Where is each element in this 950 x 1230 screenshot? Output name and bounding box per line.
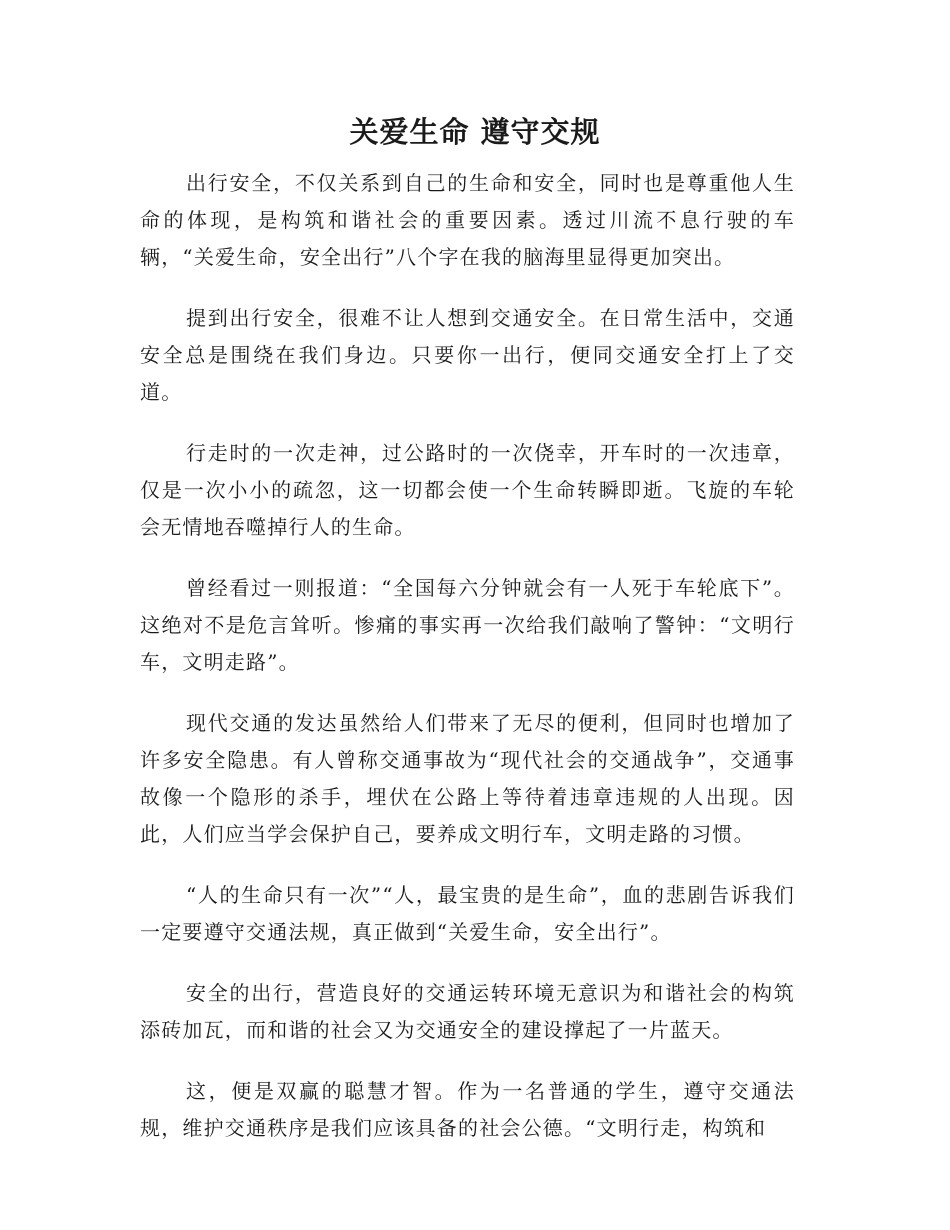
document-title: 关爱生命 遵守交规 (349, 115, 601, 149)
document-body (140, 165, 795, 1171)
paragraph: 曾经看过一则报道：“全国每六分钟就会有一人死于车轮底下”。这绝对不是危言耸听。惨痛的事实再一次给我们敲响了警钟：“文明行车，文明走路”。 (140, 576, 795, 674)
paragraph: 提到出行安全，很难不让人想到交通安全。在日常生活中，交通安全总是围绕在我们身边。只要你一出行，便同交通安全打上了交道。 (140, 306, 795, 404)
paragraph: “人的生命只有一次”“人，最宝贵的是生命”，血的悲剧告诉我们一定要遵守交通法规，真正做到“关爱生命，安全出行”。 (140, 883, 795, 944)
paragraph: 现代交通的发达虽然给人们带来了无尽的便利，但同时也增加了许多安全隐患。有人曾称交通事故为“现代社会的交通战争”，交通事故像一个隐形的杀手，埋伏在公路上等待着违章违规的人出现。因此，人们应当学会保护自己，要养成文明行车，文明走路的习惯。 (140, 711, 795, 846)
paragraph: 行走时的一次走神，过公路时的一次侥幸，开车时的一次违章，仅是一次小小的疏忽，这一切都会使一个生命转瞬即逝。飞旋的车轮会无情地吞噬掉行人的生命。 (140, 441, 795, 539)
paragraph: 安全的出行，营造良好的交通运转环境无意识为和谐社会的构筑添砖加瓦，而和谐的社会又为交通安全的建设撑起了一片蓝天。 (140, 981, 795, 1042)
paragraph: 这，便是双赢的聪慧才智。作为一名普通的学生，遵守交通法规，维护交通秩序是我们应该具备的社会公德。“文明行走，构筑和 (140, 1079, 795, 1140)
paragraph: 出行安全，不仅关系到自己的生命和安全，同时也是尊重他人生命的体现，是构筑和谐社会的重要因素。透过川流不息行驶的车辆，“关爱生命，安全出行”八个字在我的脑海里显得更加突出。 (140, 171, 795, 269)
